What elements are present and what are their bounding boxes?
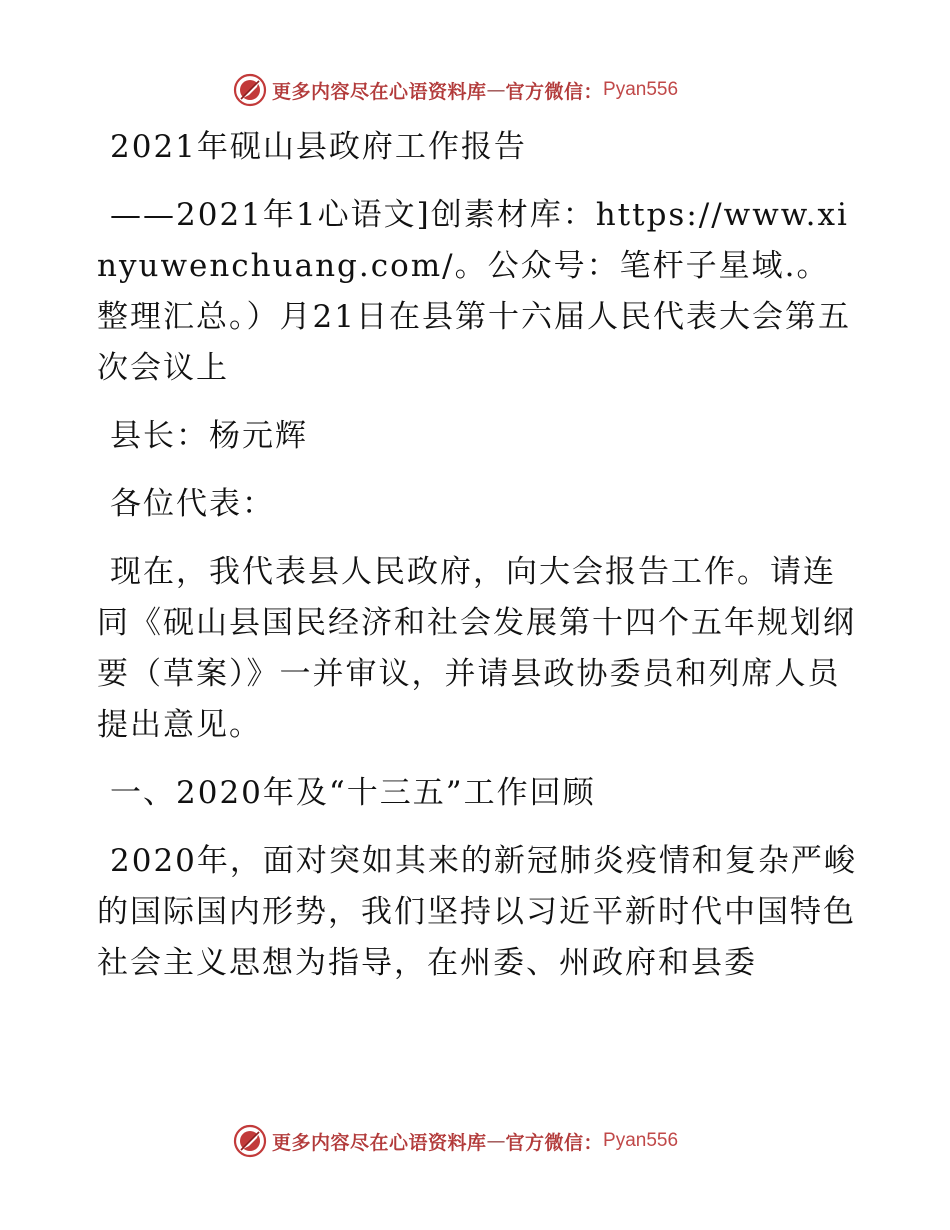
watermark-label: 官方微信： (505, 1131, 604, 1154)
quill-logo-icon (232, 1123, 268, 1159)
footer-watermark (232, 1121, 678, 1161)
quill-logo-icon (232, 72, 268, 108)
watermark-separator: — (486, 79, 506, 101)
document-body (97, 122, 857, 989)
salutation: 各位代表： (110, 486, 275, 522)
watermark-wechat-id: Pyan556 (603, 79, 679, 100)
document-title: 2021年砚山县政府工作报告 (110, 129, 527, 165)
watermark-separator: — (486, 1130, 506, 1152)
watermark-text: 更多内容尽在心语资料库 (272, 80, 487, 103)
document-subtitle: ——2021年1心语文]创素材库：https://www.xinyuwenchuang.com/。公众号：笔杆子星域.。整理汇总。）月21日在县第十六届人民代表大会第五次会议上 (97, 197, 851, 386)
watermark-label: 官方微信： (505, 80, 604, 103)
paragraph-review: 2020年，面对突如其来的新冠肺炎疫情和复杂严峻的国际国内形势，我们坚持以习近平新时代中国特色社会主义思想为指导，在州委、州政府和县委 (97, 843, 857, 981)
section-heading: 一、2020年及“十三五”工作回顾 (110, 775, 596, 811)
watermark-wechat-id: Pyan556 (603, 1130, 679, 1151)
header-watermark (232, 70, 678, 110)
paragraph-intro: 现在，我代表县人民政府，向大会报告工作。请连同《砚山县国民经济和社会发展第十四个五年规划纲要（草案）》一并审议，并请县政协委员和列席人员提出意见。 (97, 554, 856, 743)
speaker-line: 县长：杨元辉 (110, 418, 308, 454)
watermark-text: 更多内容尽在心语资料库 (272, 1131, 487, 1154)
